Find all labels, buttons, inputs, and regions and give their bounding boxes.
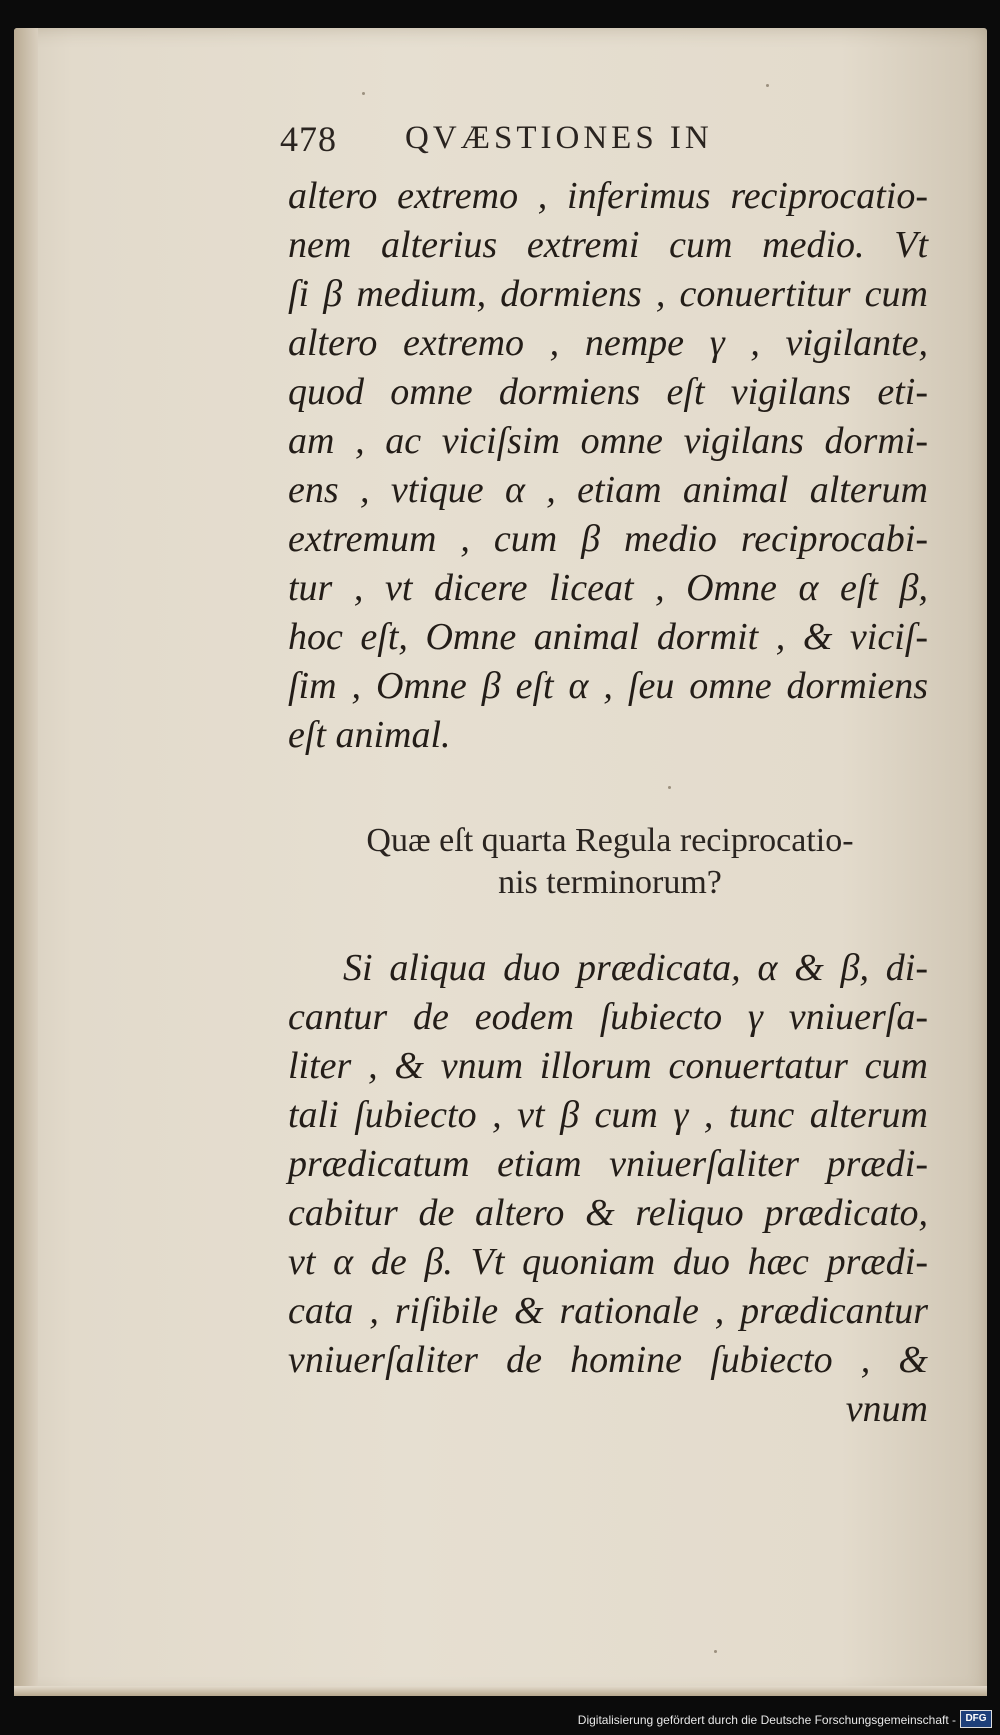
ink-speck bbox=[362, 92, 365, 95]
text-line: am , ac viciſsim omne vigilans dormi- bbox=[288, 420, 928, 462]
page-gutter bbox=[14, 28, 38, 1696]
text-line: altero extremo , nempe γ , vigilante, bbox=[288, 322, 928, 364]
text-line: cata , riſibile & rationale , prædicantur bbox=[288, 1290, 928, 1332]
text-line: tali ſubiecto , vt β cum γ , tunc alterum bbox=[288, 1094, 928, 1136]
text-line: eſt animal. bbox=[288, 714, 451, 756]
text-line: liter , & vnum illorum conuertatur cum bbox=[288, 1045, 928, 1087]
catchword: vnum bbox=[845, 1388, 928, 1430]
ink-speck bbox=[766, 84, 769, 87]
page-bottom-edge bbox=[14, 1686, 987, 1696]
text-line: altero extremo , inferimus reciprocatio- bbox=[288, 175, 928, 217]
text-line: ſim , Omne β eſt α , ſeu omne dormiens bbox=[288, 665, 928, 707]
text-line: vniuerſaliter de homine ſubiecto , & bbox=[288, 1339, 928, 1381]
ink-speck bbox=[668, 786, 671, 789]
text-line: cabitur de altero & reliquo prædicato, bbox=[288, 1192, 928, 1234]
text-line: extremum , cum β medio reciprocabi- bbox=[288, 518, 928, 560]
paragraph-2 bbox=[288, 944, 928, 1434]
digitization-footer bbox=[0, 1701, 1000, 1735]
text-line: Si aliqua duo prædicata, α & β, di- bbox=[343, 947, 928, 989]
paragraph-1 bbox=[288, 172, 928, 760]
text-line: cantur de eodem ſubiecto γ vniuerſa- bbox=[288, 996, 928, 1038]
page-number: 478 bbox=[280, 119, 337, 159]
heading-line: nis terminorum? bbox=[498, 864, 722, 901]
heading-line: Quæ eſt quarta Regula reciprocatio- bbox=[366, 822, 854, 859]
text-line: hoc eſt, Omne animal dormit , & viciſ- bbox=[288, 616, 928, 658]
section-heading bbox=[300, 820, 920, 904]
text-line: ſi β medium, dormiens , conuertitur cum bbox=[288, 273, 928, 315]
digitization-credit: Digitalisierung gefördert durch die Deutsche Forschungsgemeinschaft - bbox=[577, 1713, 956, 1727]
ink-speck bbox=[714, 1650, 717, 1653]
text-line: prædicatum etiam vniuerſaliter prædi- bbox=[288, 1143, 928, 1185]
page-header bbox=[270, 118, 790, 170]
text-line: nem alterius extremi cum medio. Vt bbox=[288, 224, 928, 266]
dfg-logo: DFG bbox=[960, 1710, 992, 1728]
text-line: quod omne dormiens eſt vigilans eti- bbox=[288, 371, 928, 413]
text-line: ens , vtique α , etiam animal alterum bbox=[288, 469, 928, 511]
text-line: tur , vt dicere liceat , Omne α eſt β, bbox=[288, 567, 928, 609]
running-title: QVÆSTIONES IN bbox=[405, 120, 713, 156]
text-line: vt α de β. Vt quoniam duo hæc prædi- bbox=[288, 1241, 928, 1283]
